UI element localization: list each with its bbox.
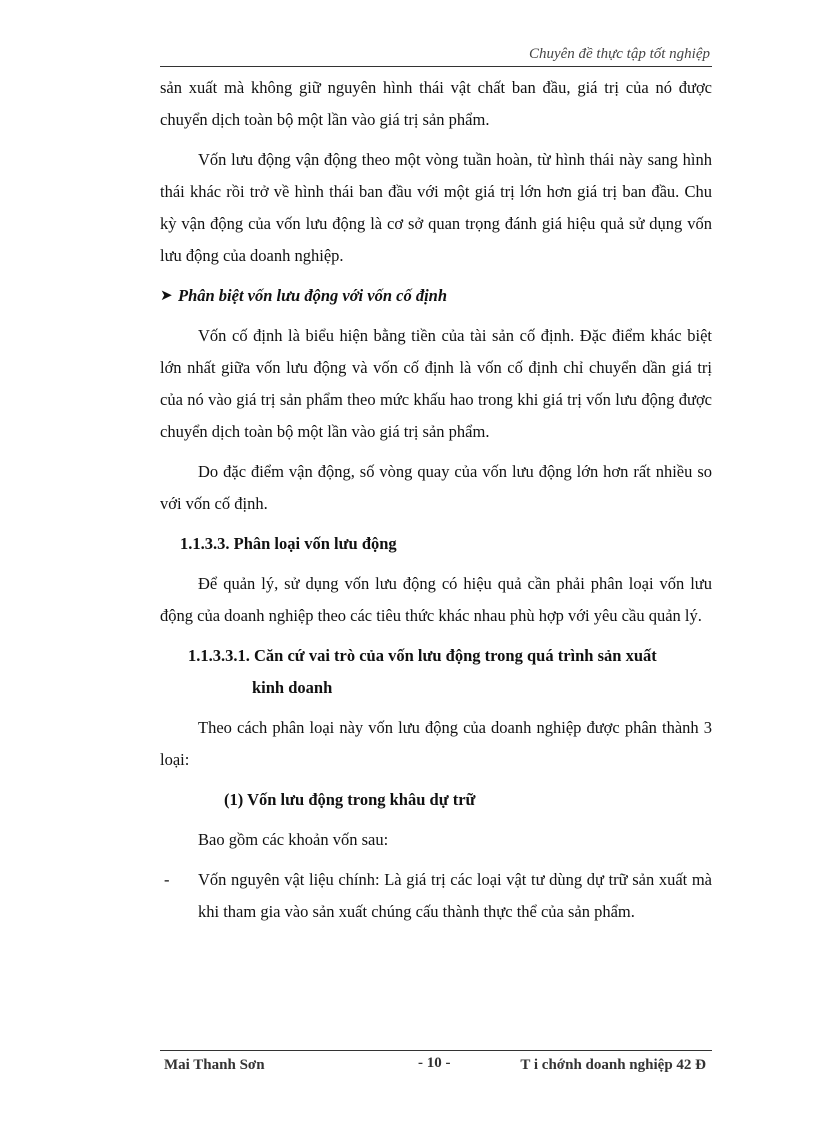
footer-page-number: - 10 - xyxy=(418,1055,451,1071)
page-footer xyxy=(160,1050,712,1081)
bullet-text: Vốn nguyên vật liệu chính: Là giá trị các loại vật tư dùng dự trữ sản xuất mà khi tham gia vào sản xuất chúng cấu thành thực thể của sản phẩm. xyxy=(198,870,712,921)
numbered-heading-1: (1) Vốn lưu động trong khâu dự trữ xyxy=(224,790,476,809)
page-body xyxy=(160,72,712,928)
dash-bullet-icon: - xyxy=(164,870,170,889)
header-title: Chuyên đề thực tập tốt nghiệp xyxy=(528,46,710,62)
section-heading-1-1-3-3-1 xyxy=(160,640,712,704)
paragraph-2: Vốn lưu động vận động theo một vòng tuần hoàn, từ hình thái này sang hình thái khác rồi trở về hình thái ban đầu với một giá trị lớn hơn giá trị ban đầu. Chu kỳ vận động của vốn lưu động là cơ sở quan trọng đánh giá hiệu quả sử dụng vốn lưu động của doanh nghiệp. xyxy=(160,150,712,265)
paragraph-3: Vốn cố định là biểu hiện bằng tiền của tài sản cố định. Đặc điểm khác biệt lớn nhất giữa vốn lưu động và vốn cố định là vốn cố định chỉ chuyển dần giá trị của nó vào giá trị sản phẩm theo mức khấu hao trong khi giá trị vốn lưu động được chuyển dịch toàn bộ một lần vào giá trị sản phẩm. xyxy=(160,326,712,441)
paragraph-6: Theo cách phân loại này vốn lưu động của doanh nghiệp được phân thành 3 loại: xyxy=(160,718,712,769)
footer-class: T i chớnh doanh nghiệp 42 Đ xyxy=(520,1057,706,1073)
paragraph-7: Bao gồm các khoản vốn sau: xyxy=(198,830,389,849)
heading-line-2: kinh doanh xyxy=(252,678,333,697)
section-heading-1-1-3-3: 1.1.3.3. Phân loại vốn lưu động xyxy=(180,534,397,553)
paragraph-5: Để quản lý, sử dụng vốn lưu động có hiệu quả cần phải phân loại vốn lưu động của doanh nghiệp theo các tiêu thức khác nhau phù hợp với yêu cầu quản lý. xyxy=(160,574,712,625)
arrow-bullet-icon: ➤ xyxy=(160,288,173,304)
footer-author: Mai Thanh Sơn xyxy=(164,1057,265,1073)
page-header xyxy=(160,42,712,67)
subheading-text: Phân biệt vốn lưu động với vốn cố định xyxy=(178,286,448,305)
heading-line-1: 1.1.3.3.1. Căn cứ vai trò của vốn lưu động trong quá trình sản xuất xyxy=(188,646,657,665)
paragraph-4: Do đặc điểm vận động, số vòng quay của vốn lưu động lớn hơn rất nhiều so với vốn cố định. xyxy=(160,462,712,513)
paragraph-1: sản xuất mà không giữ nguyên hình thái vật chất ban đầu, giá trị của nó được chuyển dịch toàn bộ một lần vào giá trị sản phẩm. xyxy=(160,78,712,129)
bullet-item xyxy=(160,864,712,928)
subheading-distinguish xyxy=(160,280,712,312)
